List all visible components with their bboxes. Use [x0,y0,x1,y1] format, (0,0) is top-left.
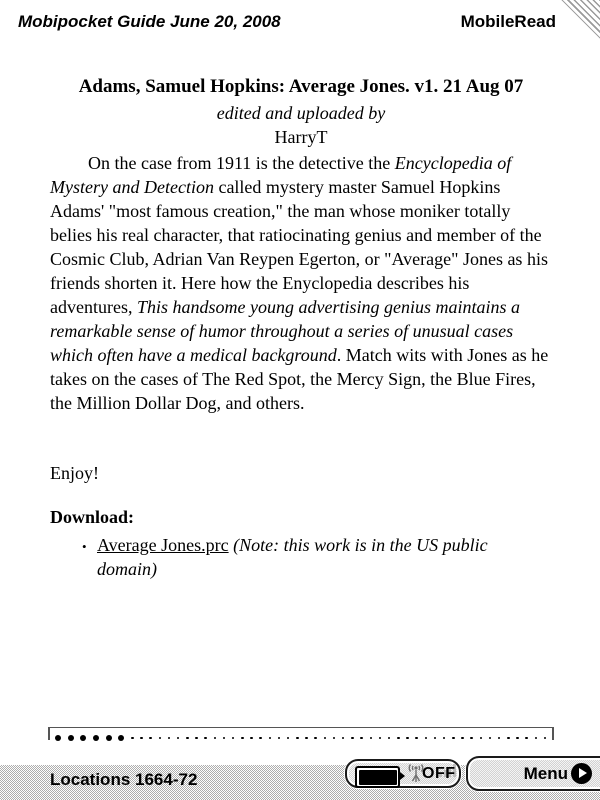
bullet-icon: • [82,539,87,554]
progress-dot [360,737,363,740]
progress-dot [232,737,235,740]
progress-dot [296,737,299,740]
progress-dot [278,737,281,740]
progress-dot [269,737,272,740]
progress-dot [452,737,455,740]
progress-dot-filled [93,735,99,741]
progress-dot [379,737,382,740]
paragraph-italic-segment: This handsome young advertising genius maintains a remarkable sense of humor throughout a series of unusual cases which often have a medical background [50,297,520,365]
progress-dot [305,737,308,740]
enjoy-text: Enjoy! [50,463,99,483]
progress-dot [214,737,217,740]
bookmark-dogear-icon[interactable] [558,0,600,42]
progress-dot [177,737,180,740]
progress-dot-filled [68,735,74,741]
progress-dot [397,737,400,740]
download-link[interactable]: Average Jones.prc [97,535,229,555]
progress-dot [525,737,528,740]
progress-dot [415,737,418,740]
paragraph-italic-segment: Encyclopedia of Mystery and Detection [50,153,512,197]
progress-dot [434,737,437,740]
progress-dot [507,737,510,740]
download-heading: Download: [50,507,135,527]
progress-dot [388,737,391,740]
progress-dot [370,737,373,740]
progress-dot-filled [118,735,124,741]
body-paragraph [50,151,552,415]
progress-dot-filled [55,735,61,741]
document-header-title: Mobipocket Guide June 20, 2008 [18,12,281,31]
progress-dot [314,737,317,740]
menu-button[interactable] [466,756,600,791]
byline-author: HarryT [274,127,328,147]
progress-dot [351,737,354,740]
progress-dot [516,737,519,740]
progress-dot [498,737,501,740]
paragraph-segment: . Match wits with Jones as he takes on the cases of The Red Spot, the Mercy Sign, the Blue Fires, the Million Dollar Dog, and others. [50,345,549,413]
menu-cursor-icon [571,763,592,784]
progress-dot [333,737,336,740]
progress-dot [425,737,428,740]
battery-icon [355,766,400,788]
download-note: (Note: this work is in the US public domain) [97,535,488,579]
progress-dot [470,737,473,740]
progress-dot [480,737,483,740]
wireless-off-label: OFF [422,765,456,782]
progress-dot [324,737,327,740]
progress-bar-left-end [48,727,50,740]
progress-dot [544,737,547,740]
progress-dot [443,737,446,740]
progress-bar-track [48,727,554,728]
progress-dot [259,737,262,740]
progress-dot [250,737,253,740]
progress-dot [489,737,492,740]
wireless-status-button[interactable] [345,759,461,788]
paragraph-segment: On the case from 1911 is the detective the [88,153,395,173]
article-title: Adams, Samuel Hopkins: Average Jones. v1. 21 Aug 07 [78,76,524,97]
progress-bar-right-end [552,727,554,740]
progress-dot [461,737,464,740]
progress-dot [195,737,198,740]
locations-label: Locations 1664-72 [50,770,198,789]
progress-dot-filled [106,735,112,741]
progress-dot [186,737,189,740]
progress-dot [535,737,538,740]
progress-dot-filled [80,735,86,741]
progress-dot [149,737,152,740]
progress-dot [204,737,207,740]
progress-dot [406,737,409,740]
battery-fill [359,770,397,785]
progress-dots [55,731,547,745]
progress-dot [159,737,162,740]
progress-dot [223,737,226,740]
paragraph-segment: called mystery master Samuel Hopkins Adams' "most famous creation," the man whose moniker totally belies his real character, that ratiocinating genius and member of the Cosmic Club, Adrian Van Reypen Egerton, or "Average" Jones as his friends shorten it. Here how the Enyclopedia describes his adventures, [50,177,548,317]
progress-dot [287,737,290,740]
byline-prefix: edited and uploaded by [216,103,386,123]
progress-dot [168,737,171,740]
site-name: MobileRead [460,12,556,31]
download-list-item [50,533,552,581]
progress-dot [241,737,244,740]
menu-button-label: Menu [523,764,568,783]
progress-dot [140,737,143,740]
progress-dot [131,737,134,740]
progress-dot [342,737,345,740]
